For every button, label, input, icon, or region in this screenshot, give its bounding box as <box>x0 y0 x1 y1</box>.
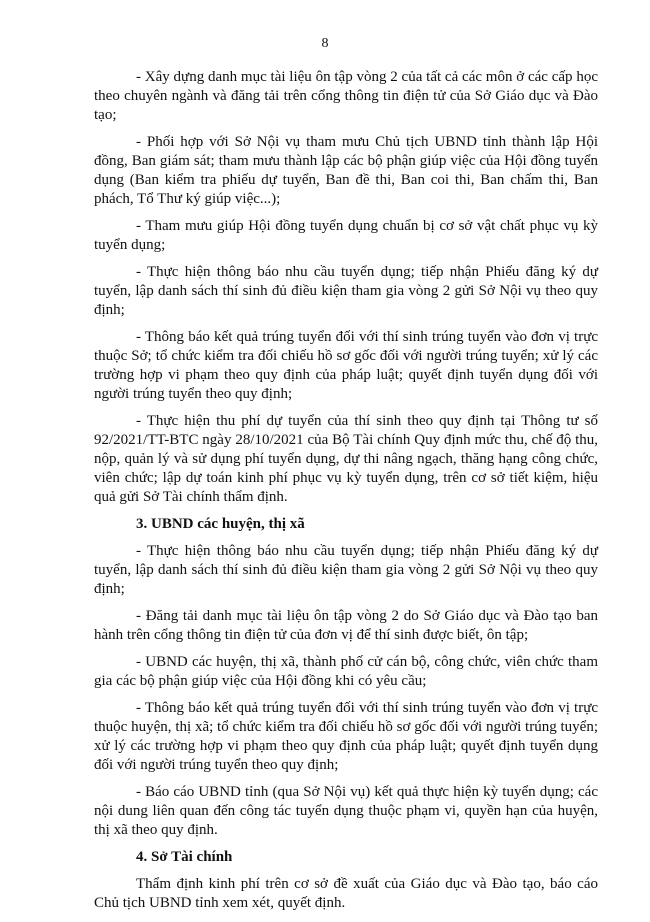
paragraph: - Phối hợp với Sở Nội vụ tham mưu Chủ tịch UBND tỉnh thành lập Hội đồng, Ban giám sát; tham mưu thành lập các bộ phận giúp việc của Hội đồng tuyển dụng (Ban kiểm tra phiếu dự tuyển, Ban đề thi, Ban coi thi, Ban chấm thi, Ban phách, Tổ Thư ký giúp việc...); <box>94 134 598 207</box>
paragraph: - UBND các huyện, thị xã, thành phố cử cán bộ, công chức, viên chức tham gia các bộ phận giúp việc của Hội đồng khi có yêu cầu; <box>94 654 598 689</box>
paragraph: - Thực hiện thu phí dự tuyển của thí sinh theo quy định tại Thông tư số 92/2021/TT-BTC ngày 28/10/2021 của Bộ Tài chính Quy định mức thu, chế độ thu, nộp, quản lý và sử dụng phí tuyển dụng, dự thi nâng ngạch, thăng hạng công chức, viên chức; lập dự toán kinh phí phục vụ kỳ tuyển dụng, trên cơ sở tiết kiệm, hiệu quả gửi Sở Tài chính thẩm định. <box>94 413 598 505</box>
paragraph: - Đăng tải danh mục tài liệu ôn tập vòng 2 do Sở Giáo dục và Đào tạo ban hành trên cổng thông tin điện tử của đơn vị để thí sinh được biết, ôn tập; <box>94 608 598 643</box>
paragraph: - Xây dựng danh mục tài liệu ôn tập vòng 2 của tất cả các môn ở các cấp học theo chuyên ngành và đăng tải trên cổng thông tin điện tử của Sở Giáo dục và Đào tạo; <box>94 69 598 123</box>
paragraph: - Thực hiện thông báo nhu cầu tuyển dụng; tiếp nhận Phiếu đăng ký dự tuyển, lập danh sách thí sinh đủ điều kiện tham gia vòng 2 gửi Sở Nội vụ theo quy định; <box>94 543 598 597</box>
section-heading-so-tai-chinh: 4. Sở Tài chính <box>136 849 233 865</box>
section-heading-ubnd-huyen: 3. UBND các huyện, thị xã <box>136 516 305 532</box>
page-number: 8 <box>321 36 329 51</box>
paragraph: - Báo cáo UBND tỉnh (qua Sở Nội vụ) kết quả thực hiện kỳ tuyển dụng; các nội dung liên quan đến công tác tuyển dụng thuộc phạm vi, quyền hạn của huyện, thị xã theo quy định. <box>94 784 598 838</box>
document-body <box>94 68 598 921</box>
paragraph: - Tham mưu giúp Hội đồng tuyển dụng chuẩn bị cơ sở vật chất phục vụ kỳ tuyển dụng; <box>94 218 598 253</box>
paragraph: - Thông báo kết quả trúng tuyển đối với thí sinh trúng tuyển vào đơn vị trực thuộc huyện, thị xã; tổ chức kiểm tra đối chiếu hồ sơ gốc đối với người trúng tuyển; xử lý các trường hợp vi phạm theo quy định của pháp luật; quyết định tuyển dụng đối với người trúng tuyển theo quy định; <box>94 700 598 773</box>
paragraph: Thẩm định kinh phí trên cơ sở đề xuất của Giáo dục và Đào tạo, báo cáo Chủ tịch UBND tỉnh xem xét, quyết định. <box>94 876 598 911</box>
paragraph: - Thực hiện thông báo nhu cầu tuyển dụng; tiếp nhận Phiếu đăng ký dự tuyển, lập danh sách thí sinh đủ điều kiện tham gia vòng 2 gửi Sở Nội vụ theo quy định; <box>94 264 598 318</box>
paragraph: - Thông báo kết quả trúng tuyển đối với thí sinh trúng tuyển vào đơn vị trực thuộc Sở; tổ chức kiểm tra đối chiếu hồ sơ gốc đối với người trúng tuyển; xử lý các trường hợp vi phạm theo quy định của pháp luật; quyết định tuyển dụng đối với người trúng tuyển theo quy định; <box>94 329 598 402</box>
